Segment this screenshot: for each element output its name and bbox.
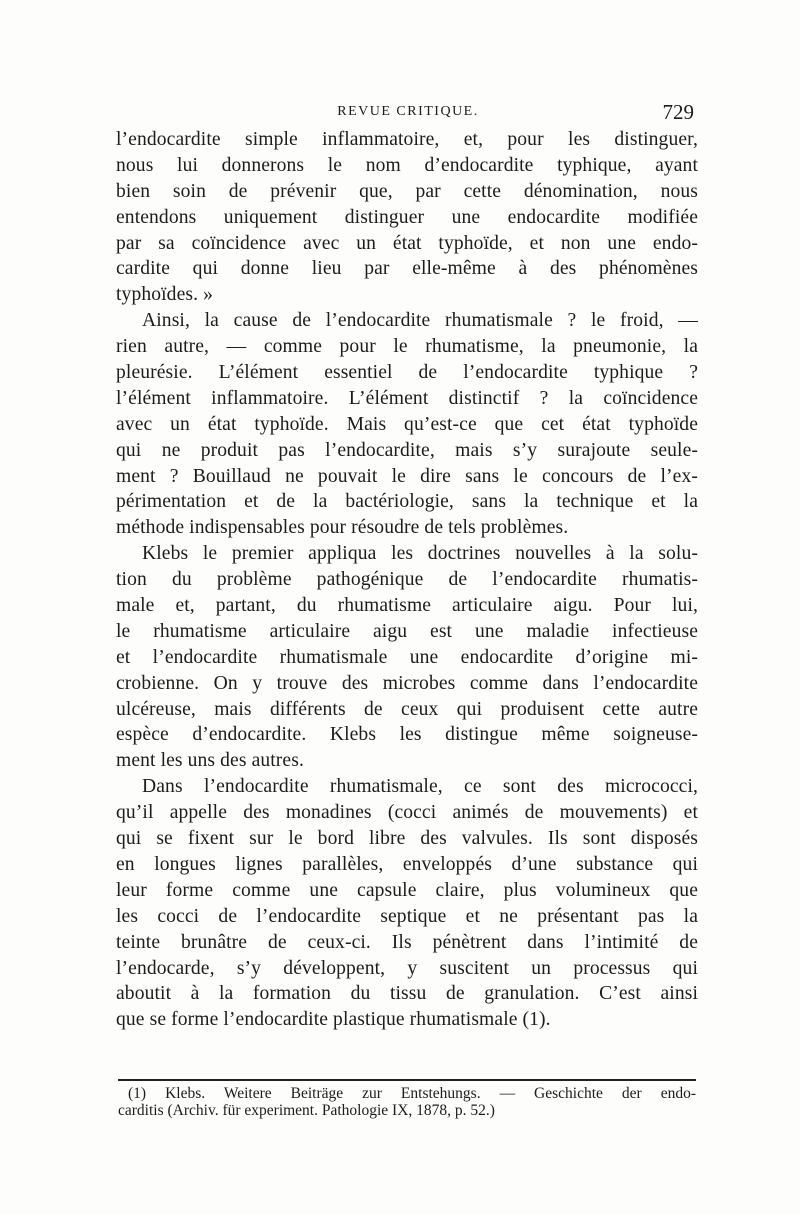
text-line: le rhumatisme articulaire aigu est une maladie infectieuse — [116, 620, 698, 642]
text-line: pleurésie. L’élément essentiel de l’endocardite typhique ? — [116, 362, 698, 384]
text-line: l’endocardite simple inflammatoire, et, pour les distinguer, — [116, 129, 698, 150]
text-line: crobienne. On y trouve des microbes comme dans l’endocardite — [116, 672, 698, 694]
text-line: qu’il appelle des monadines (cocci animés de mouvements) et — [116, 802, 698, 824]
text-line: entendons uniquement distinguer une endocardite modifiée — [116, 206, 698, 228]
text-line: typhoïdes. » — [116, 284, 213, 306]
text-line: qui se fixent sur le bord libre des valvules. Ils sont disposés — [116, 828, 698, 850]
page-number: 729 — [662, 100, 694, 124]
text-line: nous lui donnerons le nom d’endocardite typhique, ayant — [116, 154, 698, 176]
text-line: en longues lignes parallèles, enveloppés d’une substance qui — [116, 853, 698, 875]
text-line: ulcéreuse, mais différents de ceux qui produisent cette autre — [116, 698, 698, 720]
text-line: espèce d’endocardite. Klebs les distingue même soigneuse- — [116, 724, 698, 746]
text-line: par sa coïncidence avec un état typhoïde, et non une endo- — [116, 232, 698, 254]
text-line: male et, partant, du rhumatisme articulaire aigu. Pour lui, — [116, 595, 698, 617]
text-line: bien soin de prévenir que, par cette dénomination, nous — [116, 180, 698, 202]
text-line: cardite qui donne lieu par elle-même à des phénomènes — [116, 258, 698, 280]
text-line: teinte brunâtre de ceux-ci. Ils pénètrent dans l’intimité de — [116, 931, 698, 953]
text-line: leur forme comme une capsule claire, plus volumineux que — [116, 879, 698, 901]
text-line: tion du problème pathogénique de l’endocardite rhumatis- — [116, 569, 698, 591]
body-text — [116, 127, 698, 1033]
text-line: ment les uns des autres. — [116, 750, 304, 772]
paragraph-start-line: Ainsi, la cause de l’endocardite rhumatismale ? le froid, — — [142, 310, 698, 332]
text-line: et l’endocardite rhumatismale une endocardite d’origine mi- — [116, 646, 698, 668]
text-line: aboutit à la formation du tissu de granulation. C’est ainsi — [116, 983, 698, 1005]
paragraph-start-line: Dans l’endocardite rhumatismale, ce sont des micrococci, — [142, 776, 698, 798]
text-line: avec un état typhoïde. Mais qu’est-ce que cet état typhoïde — [116, 413, 698, 435]
text-line: méthode indispensables pour résoudre de tels problèmes. — [116, 517, 569, 539]
running-title: REVUE CRITIQUE. — [337, 104, 479, 119]
text-line: l’élément inflammatoire. L’élément distinctif ? la coïncidence — [116, 387, 698, 409]
footnote-line: (1) Klebs. Weitere Beiträge zur Entstehungs. — Geschichte der endo- — [128, 1085, 696, 1102]
footnotes — [118, 1085, 696, 1119]
text-line: ment ? Bouillaud ne pouvait le dire sans le concours de l’ex- — [116, 465, 698, 487]
footnote-line: carditis (Archiv. für experiment. Pathologie IX, 1878, p. 52.) — [118, 1102, 495, 1119]
text-line: les cocci de l’endocardite septique et ne présentant pas la — [116, 905, 698, 927]
running-head — [118, 100, 698, 124]
text-line: rien autre, — comme pour le rhumatisme, la pneumonie, la — [116, 336, 698, 358]
text-line: l’endocarde, s’y développent, y suscitent un processus qui — [116, 957, 698, 979]
paragraph-start-line: Klebs le premier appliqua les doctrines nouvelles à la solu- — [142, 543, 698, 565]
footnote-rule — [118, 1079, 696, 1081]
text-line: périmentation et de la bactériologie, sans la technique et la — [116, 491, 698, 513]
text-line: que se forme l’endocardite plastique rhumatismale (1). — [116, 1009, 551, 1031]
text-line: qui ne produit pas l’endocardite, mais s’y surajoute seule- — [116, 439, 698, 461]
